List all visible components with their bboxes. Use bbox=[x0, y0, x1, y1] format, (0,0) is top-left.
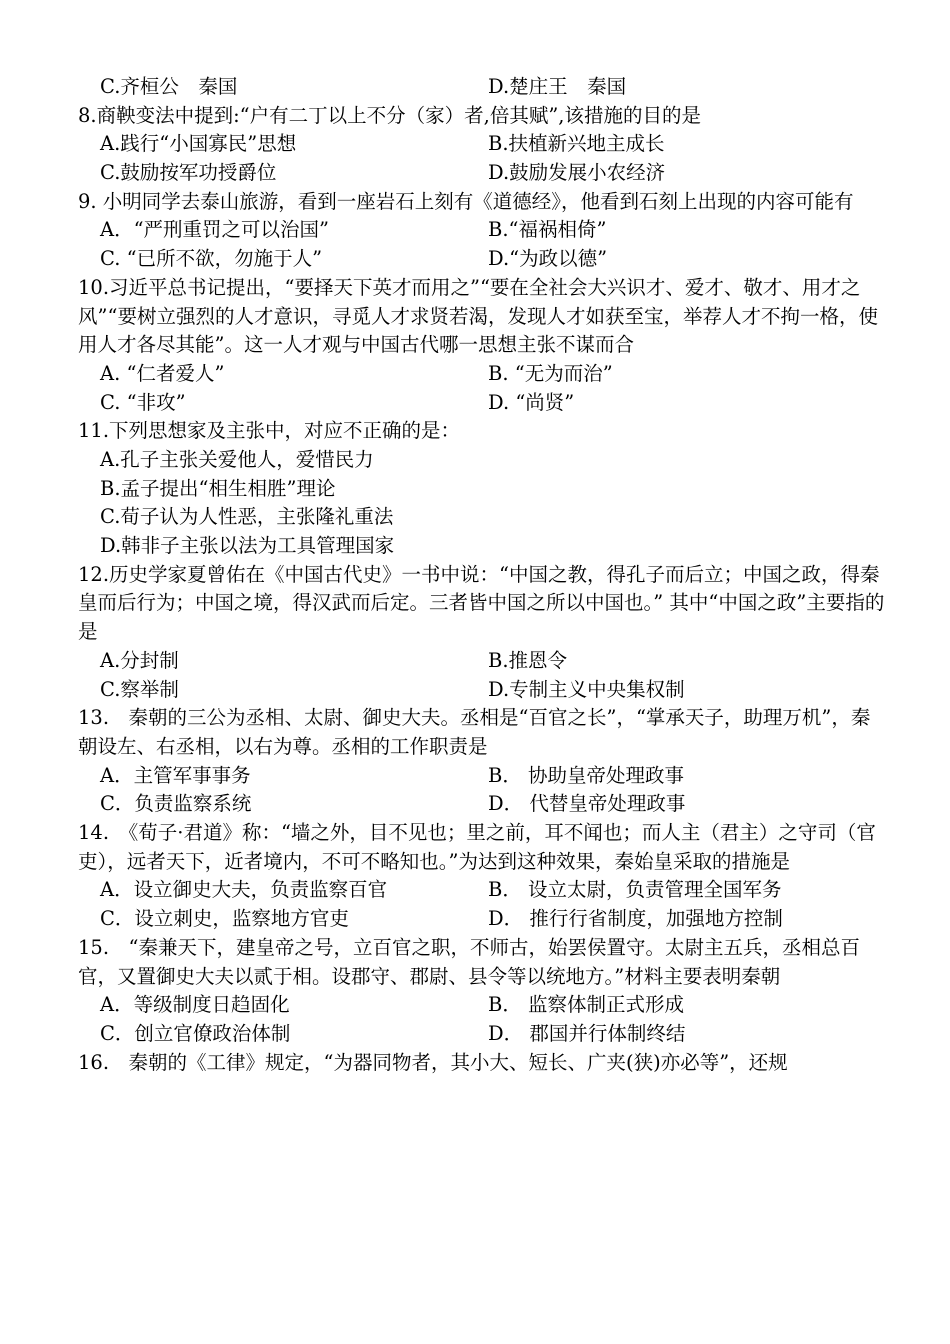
q8-option-c: C.鼓励按军功授爵位 bbox=[100, 161, 277, 185]
q7-option-c: C.齐桓公 秦国 bbox=[100, 75, 238, 98]
q14-option-d: D． 推行行省制度，加强地方控制 bbox=[488, 907, 783, 931]
q10-options-row-1 bbox=[78, 360, 888, 389]
q10-option-d: D. “尚贤” bbox=[488, 390, 575, 414]
q9-stem: 9. 小明同学去泰山旅游，看到一座岩石上刻有《道德经》，他看到石刻上出现的内容可能有 bbox=[78, 189, 854, 213]
q12-option-d: D.专制主义中央集权制 bbox=[488, 677, 685, 701]
q8-options-row-1 bbox=[78, 130, 888, 159]
q11-option-a: A.孔子主张关爱他人，爱惜民力 bbox=[100, 448, 374, 472]
q14-stem: 14. 《荀子·君道》称：“墙之外，目不见也；里之前，耳不闻也；而人主（君主）之守司（官吏），远者天下，近者境内，不可不略知也。”为达到这种效果，秦始皇采取的措施是 bbox=[78, 821, 876, 873]
q10-stem: 10.习近平总书记提出，“要择天下英才而用之”“要在全社会大兴识才、爱才、敬才、用才之风”“要树立强烈的人才意识，寻觅人才求贤若渴，发现人才如获至宝，举荐人才不拘一格，使用人才各尽其能”。这一人才观与中国古代哪一思想主张不谋而合 bbox=[78, 275, 878, 357]
q10-option-a: A. “仁者爱人” bbox=[100, 361, 225, 385]
q14-options-row-1 bbox=[78, 876, 888, 905]
q16-stem: 16. 秦朝的《工律》规定，“为器同物者，其小大、短长、广夹(狭)亦必等”，还规 bbox=[78, 1050, 788, 1074]
q12-option-a: A.分封制 bbox=[100, 648, 179, 672]
q11-option-d: D.韩非子主张以法为工具管理国家 bbox=[100, 534, 395, 558]
q11-option-c: C.荀子认为人性恶，主张隆礼重法 bbox=[100, 505, 394, 529]
q13-stem: 13. 秦朝的三公为丞相、太尉、御史大夫。丞相是“百官之长”，“掌承天子，助理万机”，秦朝设左、右丞相，以右为尊。丞相的工作职责是 bbox=[78, 706, 871, 758]
q13-options-row-2 bbox=[78, 790, 888, 819]
q11-stem: 11.下列思想家及主张中，对应不正确的是： bbox=[78, 419, 461, 443]
q9-option-c: C. “已所不欲，勿施于人” bbox=[100, 247, 323, 271]
q12-options-row-1 bbox=[78, 647, 888, 676]
q15-option-a: A．等级制度日趋固化 bbox=[100, 993, 290, 1017]
q8-options-row-2 bbox=[78, 159, 888, 188]
q10-option-c: C. “非攻” bbox=[100, 390, 186, 414]
q15-option-d: D． 郡国并行体制终结 bbox=[488, 1021, 686, 1045]
q15-options-row-2 bbox=[78, 1020, 888, 1049]
q13-option-a: A．主管军事事务 bbox=[100, 763, 251, 787]
q13-options-row-1 bbox=[78, 762, 888, 791]
q8-option-a: A.践行“小国寡民”思想 bbox=[100, 132, 297, 156]
q12-option-b: B.推恩令 bbox=[488, 648, 568, 672]
q14-option-c: C．设立刺史，监察地方官吏 bbox=[100, 907, 349, 931]
q9-option-a: A．“严刑重罚之可以治国” bbox=[100, 218, 330, 242]
q14-option-a: A．设立御史大夫，负责监察百官 bbox=[100, 878, 388, 902]
q8-option-b: B.扶植新兴地主成长 bbox=[488, 132, 665, 156]
q7-options-row-1 bbox=[78, 73, 888, 102]
q13-option-c: C．负责监察系统 bbox=[100, 792, 252, 816]
q8-option-d: D.鼓励发展小农经济 bbox=[488, 161, 666, 185]
q12-stem: 12.历史学家夏曾佑在《中国古代史》一书中说：“中国之教，得孔子而后立；中国之政，得秦皇而后行为；中国之境，得汉武而后定。三者皆中国之所以中国也。” 其中“中国之政”主要指的是 bbox=[78, 562, 885, 644]
q7-option-d: D.楚庄王 秦国 bbox=[488, 75, 627, 98]
q15-options-row-1 bbox=[78, 991, 888, 1020]
q13-option-b: B． 协助皇帝处理政事 bbox=[488, 763, 685, 787]
q15-option-c: C．创立官僚政治体制 bbox=[100, 1021, 291, 1045]
q13-option-d: D． 代替皇帝处理政事 bbox=[488, 792, 686, 816]
q8-stem: 8.商鞅变法中提到:“户有二丁以上不分（家）者,倍其赋”,该措施的目的是 bbox=[78, 103, 702, 127]
q12-option-c: C.察举制 bbox=[100, 677, 179, 701]
q10-options-row-2 bbox=[78, 389, 888, 418]
q15-stem: 15. “秦兼天下，建皇帝之号，立百官之职，不师古，始罢侯置守。太尉主五兵，丞相总百官，又置御史大夫以贰于相。设郡守、郡尉、县令等以统地方。”材料主要表明秦朝 bbox=[78, 935, 860, 988]
q15-option-b: B． 监察体制正式形成 bbox=[488, 993, 685, 1017]
q14-option-b: B． 设立太尉，负责管理全国军务 bbox=[488, 878, 782, 902]
q9-option-b: B.“福祸相倚” bbox=[488, 218, 607, 242]
q10-option-b: B. “无为而治” bbox=[488, 361, 613, 385]
q9-option-d: D.“为政以德” bbox=[488, 247, 608, 271]
q9-options-row-2 bbox=[78, 245, 888, 274]
q14-options-row-2 bbox=[78, 905, 888, 934]
q9-options-row-1 bbox=[78, 216, 888, 245]
q11-option-b: B.孟子提出“相生相胜”理论 bbox=[100, 476, 336, 500]
exam-page bbox=[78, 73, 888, 1077]
q12-options-row-2 bbox=[78, 676, 888, 705]
